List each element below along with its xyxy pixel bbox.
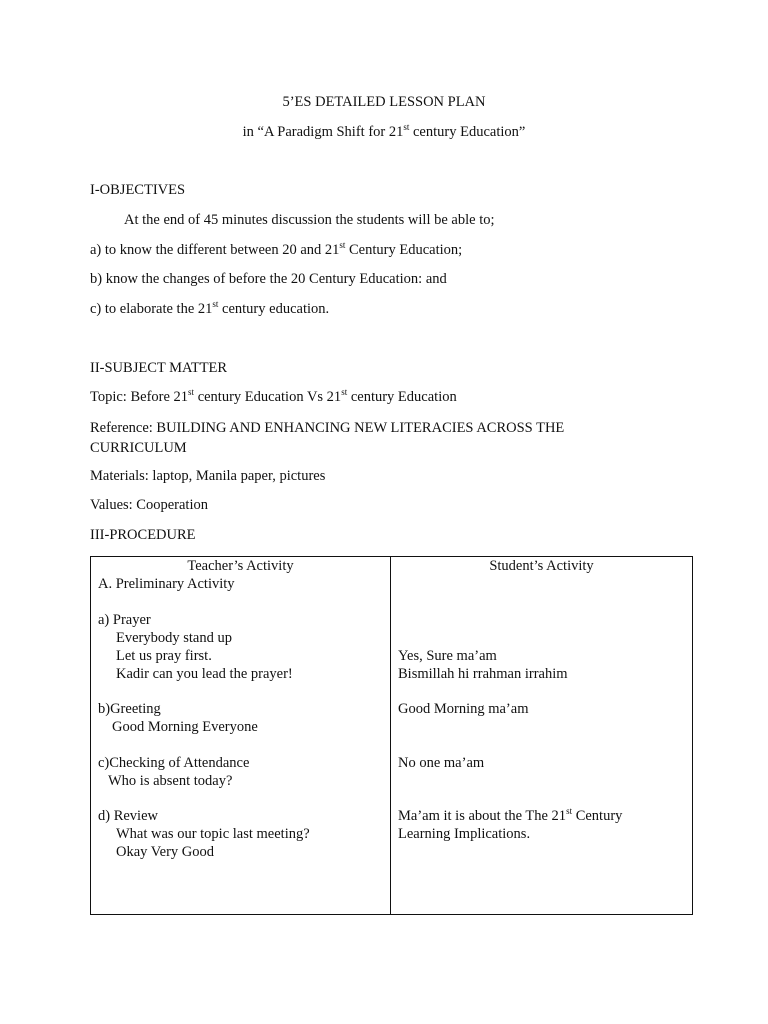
student-prayer-line: Yes, Sure ma’am (398, 648, 497, 664)
student-attendance-line: No one ma’am (398, 755, 485, 771)
greeting-label: b)Greeting (98, 701, 161, 717)
preliminary-activity-label: A. Preliminary Activity (98, 576, 235, 592)
objective-a: a) to know the different between 20 and 21st Century Education; (90, 240, 463, 258)
student-greeting-line: Good Morning ma’am (398, 701, 529, 717)
document-subtitle: in “A Paradigm Shift for 21st century Education” (242, 122, 526, 140)
teacher-prayer-line: Kadir can you lead the prayer! (116, 666, 293, 682)
teacher-prayer-line: Everybody stand up (116, 630, 232, 646)
prayer-label: a) Prayer (98, 612, 151, 628)
objectives-heading: I-OBJECTIVES (90, 182, 186, 198)
subject-topic: Topic: Before 21st century Education Vs 21st century Education (90, 387, 457, 405)
teacher-review-line: Okay Very Good (116, 844, 214, 860)
attendance-label: c)Checking of Attendance (98, 755, 250, 771)
teacher-greeting-line: Good Morning Everyone (112, 719, 258, 735)
subject-values: Values: Cooperation (90, 497, 208, 513)
objective-c: c) to elaborate the 21st century education. (90, 299, 330, 317)
teacher-prayer-line: Let us pray first. (116, 648, 212, 664)
document-title: 5’ES DETAILED LESSON PLAN (282, 94, 486, 110)
subject-matter-heading: II-SUBJECT MATTER (90, 360, 228, 376)
student-activity-header: Student’s Activity (489, 558, 594, 574)
subject-reference: Reference: BUILDING AND ENHANCING NEW LITERACIES ACROSS THE CURRICULUM (90, 420, 565, 456)
objective-b: b) know the changes of before the 20 Century Education: and (90, 271, 447, 287)
teacher-review-line: What was our topic last meeting? (116, 826, 310, 842)
review-label: d) Review (98, 808, 158, 824)
teacher-activity-header: Teacher’s Activity (187, 558, 294, 574)
student-review-line: Learning Implications. (398, 826, 531, 842)
student-activity-column (391, 557, 693, 915)
procedure-table (90, 556, 693, 915)
teacher-activity-column (91, 557, 391, 915)
student-prayer-line: Bismillah hi rrahman irrahim (398, 666, 568, 682)
subject-materials: Materials: laptop, Manila paper, pictures (90, 468, 326, 484)
student-review-line: Ma’am it is about the The 21st Century (398, 806, 623, 824)
procedure-heading: III-PROCEDURE (90, 527, 196, 543)
teacher-attendance-line: Who is absent today? (108, 773, 233, 789)
objectives-intro: At the end of 45 minutes discussion the students will be able to; (124, 212, 495, 228)
